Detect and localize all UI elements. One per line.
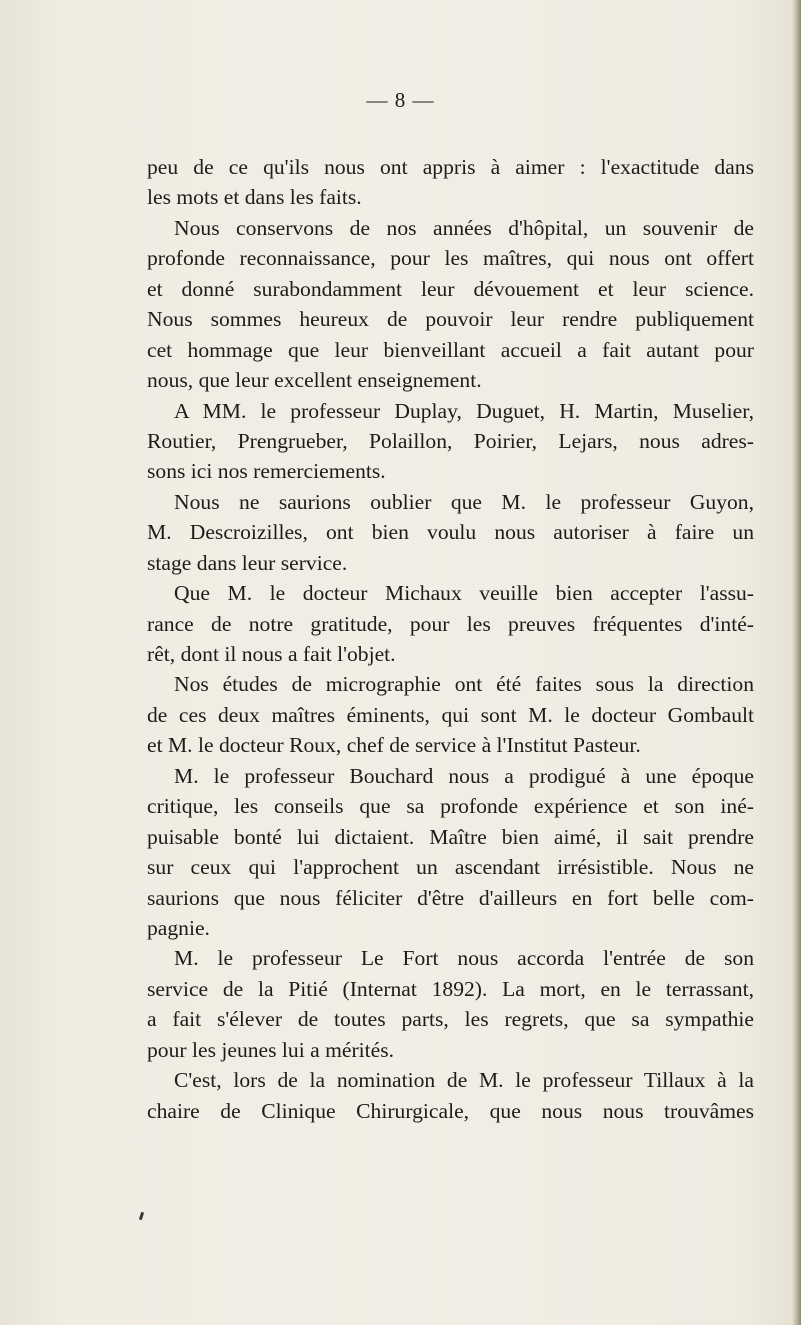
text-line: pagnie. [147,915,210,940]
text-line: sur ceux qui l'approchent un ascendant irrésistible. Nous ne [147,855,754,880]
text-line: Nos études de micrographie ont été faites sous la direction [174,672,754,697]
text-line: rêt, dont il nous a fait l'objet. [147,642,396,666]
text-line: Nous sommes heureux de pouvoir leur rendre publiquement [147,307,754,332]
body-text [147,152,754,1126]
text-line: puisable bonté lui dictaient. Maître bien aimé, il sait prendre [147,824,754,849]
text-line: Nous ne saurions oublier que M. le professeur Guyon, [174,489,754,514]
text-line: profonde reconnaissance, pour les maîtres, qui nous ont offert [147,246,754,271]
ink-speck [139,1212,144,1221]
text-line: et donné surabondamment leur dévouement et leur science. [147,276,754,301]
text-line: service de la Pitié (Internat 1892). La mort, en le terrassant, [147,976,754,1001]
text-line: nous, que leur excellent enseignement. [147,368,482,393]
text-line: sons ici nos remerciements. [147,459,386,484]
text-line: pour les jeunes lui a mérités. [147,1037,395,1062]
text-line: A MM. le professeur Duplay, Duguet, H. Martin, Muselier, [174,398,754,423]
text-line: M. le professeur Le Fort nous accorda l'entrée de son [174,946,754,971]
text-line: Routier, Prengrueber, Polaillon, Poirier, Lejars, nous adres- [147,428,754,453]
text-line: de ces deux maîtres éminents, qui sont M. le docteur Gombault [147,702,754,727]
text-line: M. le professeur Bouchard nous a prodigué à une époque [174,763,754,788]
text-line: stage dans leur service. [147,550,348,575]
text-line: peu de ce qu'ils nous ont appris à aimer : l'exactitude dans [147,155,754,179]
text-line: Nous conservons de nos années d'hôpital, un souvenir de [174,215,754,240]
text-line: Que M. le docteur Michaux veuille bien accepter l'assu- [174,581,754,606]
text-line: M. Descroizilles, ont bien voulu nous autoriser à faire un [147,520,754,545]
text-line: rance de notre gratitude, pour les preuves fréquentes d'inté- [147,611,754,636]
text-line: a fait s'élever de toutes parts, les regrets, que sa sympathie [147,1007,754,1032]
page-edge-shadow [792,0,801,1325]
text-line: et M. le docteur Roux, chef de service à l'Institut Pasteur. [147,733,641,758]
page-number: — 8 — [366,88,435,112]
text-line: saurions que nous féliciter d'être d'ailleurs en fort belle com- [147,885,754,910]
text-line: cet hommage que leur bienveillant accueil a fait autant pour [147,337,754,362]
text-line: critique, les conseils que sa profonde expérience et son iné- [147,794,754,819]
text-line: les mots et dans les faits. [147,185,362,210]
text-line: C'est, lors de la nomination de M. le professeur Tillaux à la [174,1068,754,1093]
text-line: chaire de Clinique Chirurgicale, que nous nous trouvâmes [147,1098,754,1123]
